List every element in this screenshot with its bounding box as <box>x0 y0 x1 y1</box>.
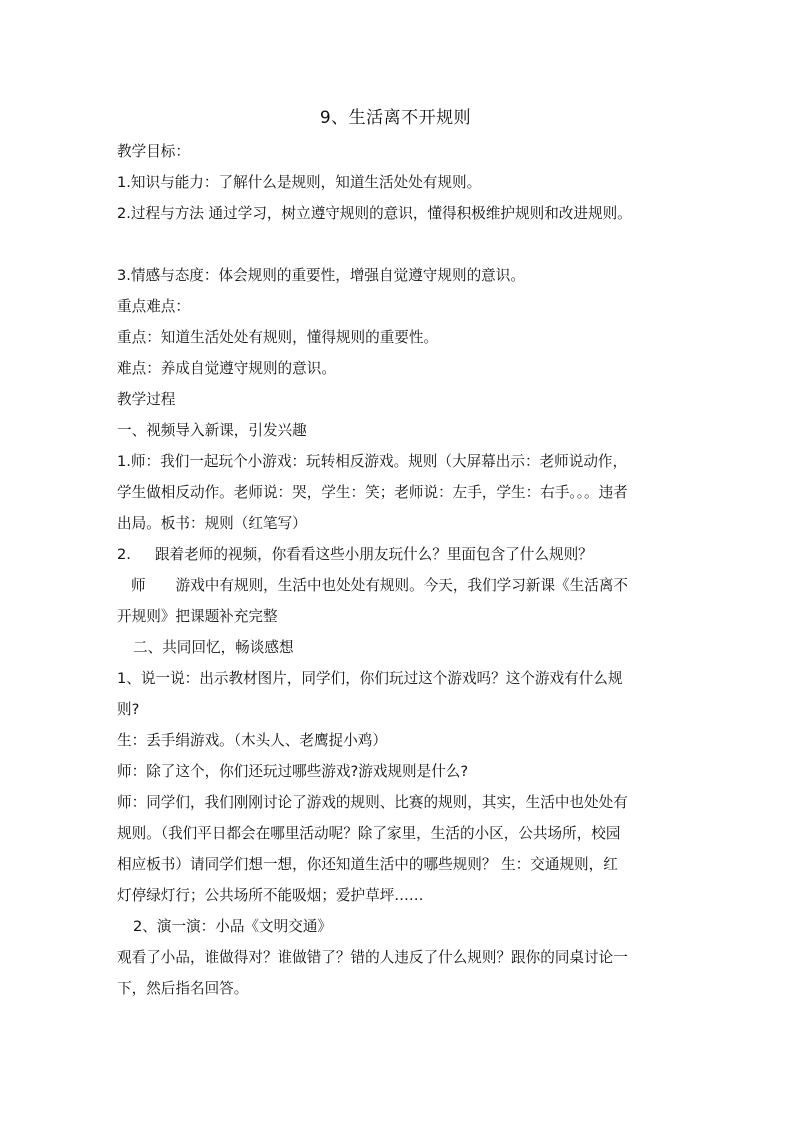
step-line: 1.师：我们一起玩个小游戏：玩转相反游戏。规则（大屏幕出示：老师说动作， <box>117 453 628 470</box>
student-answer: 生：丢手绢游戏。（木头人、老鹰捉小鸡） <box>117 732 387 749</box>
teacher-line: 开规则》把课题补充完整 <box>117 608 278 625</box>
step-line: 学生做相反动作。老师说：哭，学生：笑；老师说：左手，学生：右手。。。违者 <box>117 484 628 501</box>
teacher-talk-line: 灯停绿灯行；公共场所不能吸烟；爱护草坪…… <box>117 887 424 904</box>
key-points-heading: 重点难点： <box>117 298 190 315</box>
key-point: 重点：知道生活处处有规则，懂得规则的重要性。 <box>117 329 439 346</box>
activity-line: 下，然后指名回答。 <box>117 980 249 997</box>
teacher-text: 游戏中有规则，生活中也处处有规则。今天，我们学习新课《生活离不 <box>175 577 629 594</box>
difficulty-point: 难点：养成自觉遵守规则的意识。 <box>117 360 336 377</box>
lesson-plan-page <box>117 104 677 1004</box>
activity-line: 1、说一说：出示教材图片，同学们，你们玩过这个游戏吗？这个游戏有什么规 <box>117 670 623 687</box>
teacher-talk-line: 规则。（我们平日都会在哪里活动呢？除了家里，生活的小区，公共场所，校园 <box>117 825 621 842</box>
teacher-label: 师 <box>131 577 146 594</box>
teacher-talk-line: 师：同学们，我们刚刚讨论了游戏的规则、比赛的规则，其实，生活中也处处有 <box>117 794 628 811</box>
objective-item: 1.知识与能力：了解什么是规则，知道生活处处有规则。 <box>117 174 482 191</box>
activity-line: 观看了小品，谁做得对？谁做错了？错的人违反了什么规则？跟你的同桌讨论一 <box>117 949 628 966</box>
section-heading: 二、共同回忆，畅谈感想 <box>133 639 294 656</box>
teacher-line <box>117 570 677 601</box>
objectives-heading: 教学目标： <box>117 143 190 160</box>
process-heading: 教学过程 <box>117 391 176 408</box>
step-line: 出局。板书：规则（红笔写） <box>117 515 307 532</box>
teacher-question: 师：除了这个，你们还玩过哪些游戏?游戏规则是什么? <box>117 763 469 780</box>
activity-line: 则? <box>117 701 140 718</box>
step-number: 2. <box>117 546 131 563</box>
objective-item: 2.过程与方法 通过学习，树立遵守规则的意识，懂得积极维护规则和改进规则。 <box>117 205 632 222</box>
blank-line <box>117 229 677 260</box>
teacher-talk-line: 相应板书）请同学们想一想，你还知道生活中的哪些规则？ 生：交通规则，红 <box>117 856 618 873</box>
activity-heading: 2、演一演：小品《文明交通》 <box>133 918 333 935</box>
objective-item: 3.情感与态度：体会规则的重要性，增强自觉遵守规则的意识。 <box>117 267 525 284</box>
document-title: 9、生活离不开规则 <box>319 108 472 128</box>
section-heading: 一、视频导入新课，引发兴趣 <box>117 422 307 439</box>
step-2 <box>117 539 677 570</box>
step-text: 跟着老师的视频，你看看这些小朋友玩什么？里面包含了什么规则？ <box>154 546 593 563</box>
